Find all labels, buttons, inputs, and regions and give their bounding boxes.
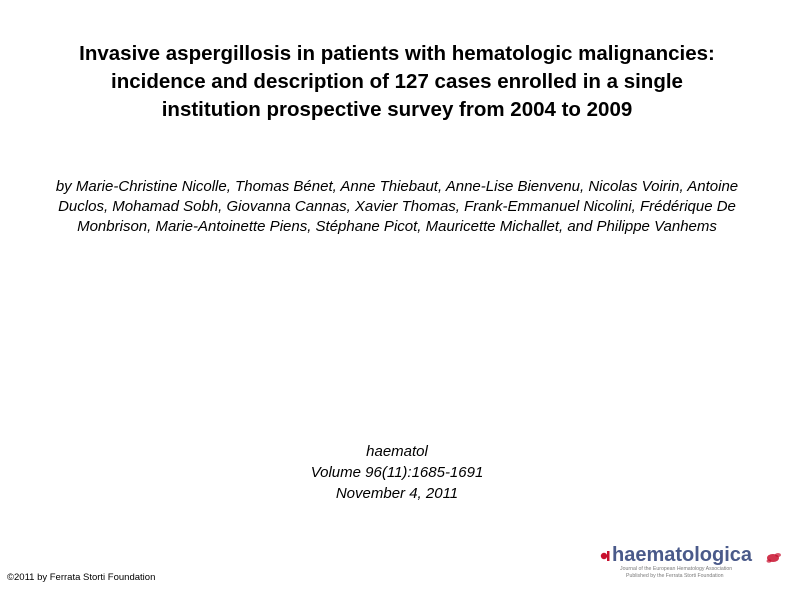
logo-emblem-icon (767, 553, 782, 563)
slide-title: Invasive aspergillosis in patients with hematologic malignancies: incidence and description of 127 cases enrolled in a single institution prospective survey from 2004 to 2009 (79, 42, 715, 121)
author-list: by Marie-Christine Nicolle, Thomas Bénet, Anne Thiebaut, Anne-Lise Bienvenu, Nicolas Voirin, Antoine Duclos, Mohamad Sobh, Giovanna Cannas, Xavier Thomas, Frank-Emmanuel Nicolini, Frédérique De Monbrison, Marie-Antoinette Piens, Stéphane Picot, Mauricette Michallet, and Philippe Vanhems (55, 178, 739, 235)
logo-wordmark: haematologica (612, 544, 753, 566)
logo-tagline-1: Journal of the European Hematology Association (620, 566, 733, 572)
logo-tagline-2: Published by the Ferrata Storti Foundation (626, 573, 724, 579)
journal-volume: Volume 96(11):1685-1691 (310, 464, 484, 481)
logo-accent-bar (607, 551, 610, 561)
journal-citation (200, 441, 594, 504)
journal-name: haematol (366, 443, 428, 460)
copyright-notice: ©2011 by Ferrata Storti Foundation (7, 572, 156, 583)
publication-date: November 4, 2011 (335, 485, 459, 502)
haematologica-logo (596, 538, 786, 580)
logo-accent-dot (601, 553, 607, 559)
